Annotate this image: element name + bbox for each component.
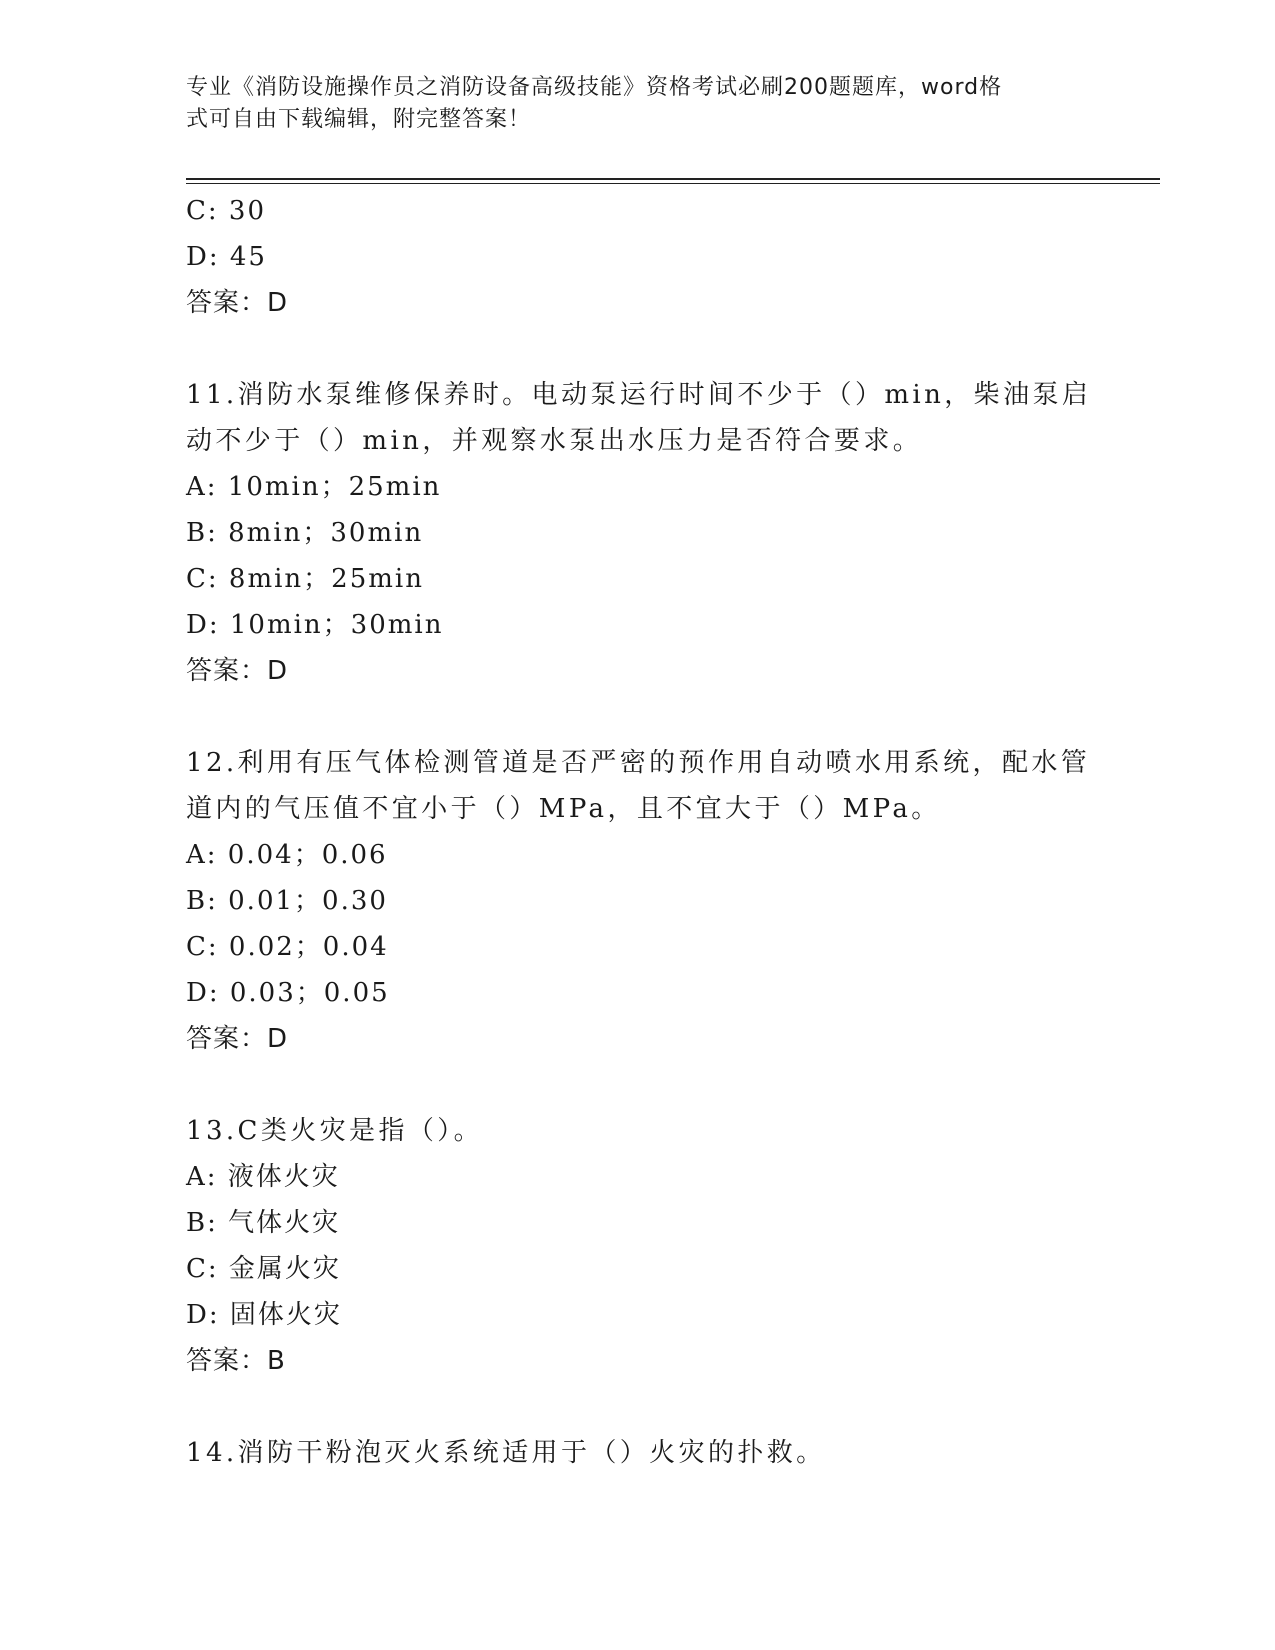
option-b: B: 8min；30min [186, 518, 424, 548]
document-header [186, 72, 1066, 136]
option-d: D: 0.03；0.05 [186, 978, 390, 1008]
option-a: A: 0.04；0.06 [186, 840, 388, 870]
answer-line: 答案：D [186, 1024, 289, 1054]
question-text-line-1: 11.消防水泵维修保养时。电动泵运行时间不少于（）min，柴油泵启 [186, 380, 1092, 410]
option-d: D: 45 [186, 242, 267, 272]
spacer [186, 1062, 1086, 1108]
option-d: D: 10min；30min [186, 610, 444, 640]
question-text-line-2: 道内的气压值不宜小于（）MPa，且不宜大于（）MPa。 [186, 794, 941, 824]
header-line-1: 专业《消防设施操作员之消防设备高级技能》资格考试必刷200题题库，word格 [186, 75, 1003, 100]
answer-line: 答案：D [186, 656, 289, 686]
option-c: C: 0.02；0.04 [186, 932, 389, 962]
spacer [186, 1384, 1086, 1430]
question-text-line-1: 13.C类火灾是指（）。 [186, 1116, 484, 1146]
option-b: B: 0.01；0.30 [186, 886, 388, 916]
spacer [186, 694, 1086, 740]
header-divider-thick [186, 178, 1160, 180]
spacer [186, 326, 1086, 372]
answer-line: 答案：B [186, 1346, 286, 1376]
question-text-line-2: 动不少于（）min，并观察水泵出水压力是否符合要求。 [186, 426, 923, 456]
question-text-line-1: 14.消防干粉泡灭火系统适用于（）火灾的扑救。 [186, 1438, 826, 1468]
option-c: C: 金属火灾 [186, 1254, 341, 1284]
question-10-tail [186, 188, 1086, 326]
option-c: C: 8min；25min [186, 564, 424, 594]
question-text-line-1: 12.利用有压气体检测管道是否严密的预作用自动喷水用系统，配水管 [186, 748, 1091, 778]
header-divider-thin [186, 183, 1160, 184]
option-d: D: 固体火灾 [186, 1300, 342, 1330]
question-13 [186, 1108, 1086, 1384]
question-11 [186, 372, 1092, 694]
header-line-2: 式可自由下载编辑，附完整答案！ [186, 107, 532, 132]
question-14 [186, 1430, 1086, 1476]
answer-line: 答案：D [186, 288, 289, 318]
option-b: B: 气体火灾 [186, 1208, 341, 1238]
question-12 [186, 740, 1091, 1062]
option-a: A: 10min；25min [186, 472, 442, 502]
option-a: A: 液体火灾 [186, 1162, 340, 1192]
option-c: C: 30 [186, 196, 267, 226]
question-list [186, 188, 1092, 1476]
